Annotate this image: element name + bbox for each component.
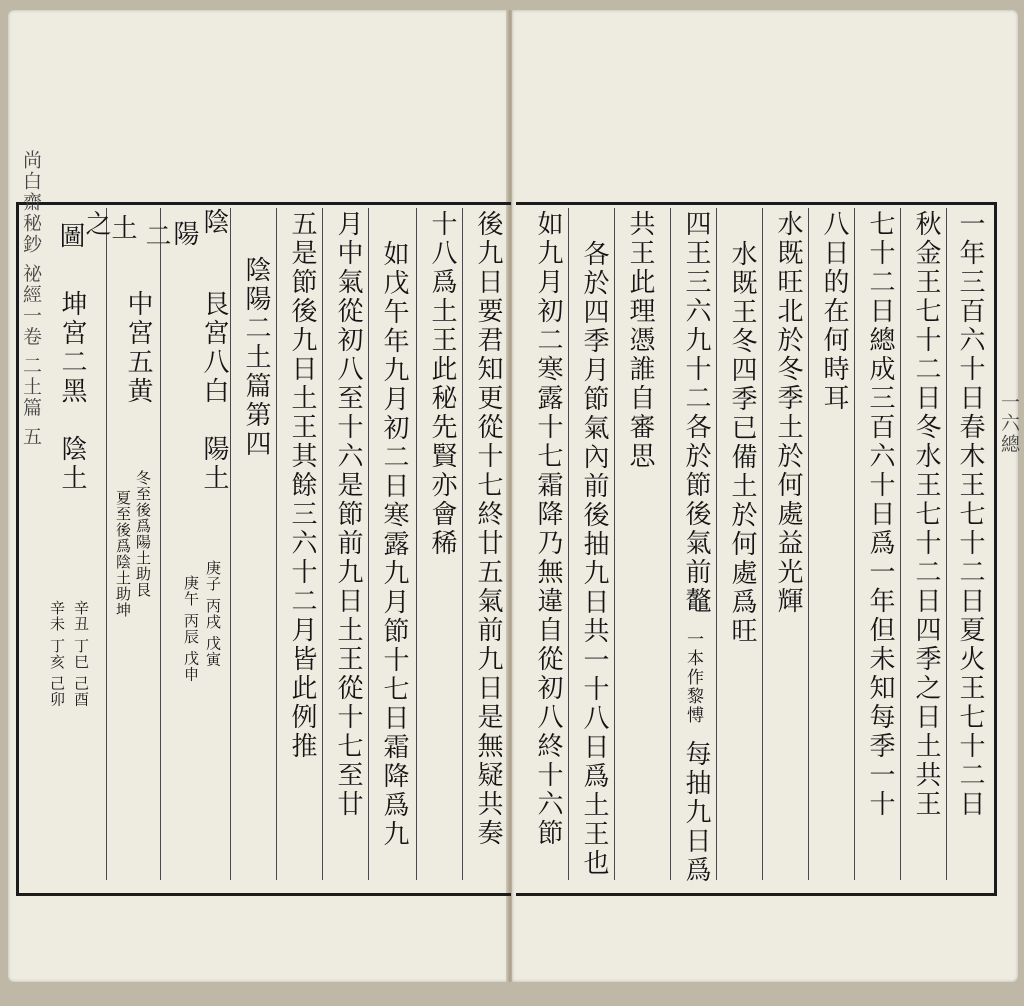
column-rule (568, 208, 569, 880)
right-column-7-note: 一本作黎愽 (683, 630, 703, 725)
column-rule (416, 208, 417, 880)
column-rule (854, 208, 855, 880)
right-column-2: 秋金王七十二日冬水王七十二日四季之日土共王 (911, 210, 941, 819)
left-char-yin: 陰 (199, 208, 229, 237)
left-margin-title: 尚白齋秘鈔 祕經一卷 二土篇 五 (20, 150, 42, 448)
right-column-7: 四王三六九十二各於節後氣前鼇 (681, 210, 711, 616)
column-rule (716, 208, 717, 880)
right-column-4: 八日的在何時耳 (819, 210, 849, 413)
column-rule (762, 208, 763, 880)
left-stems-4: 辛未 丁亥 己卯 (48, 600, 66, 708)
left-column-5: 五是節後九日土王其餘三六十二月皆此例推 (287, 210, 317, 761)
column-rule (670, 208, 671, 880)
left-note-winter: 冬至後爲陽土助艮 (134, 470, 152, 598)
left-column-kun: 坤宮二黑 陰土 (57, 290, 87, 493)
left-char-tu: 土 (107, 214, 137, 243)
column-rule (808, 208, 809, 880)
right-column-5: 水既旺北於冬季土於何處益光輝 (773, 210, 803, 616)
right-column-10: 如九月初二寒露十七霜降乃無違自從初八終十六節 (533, 210, 563, 848)
column-rule (160, 208, 161, 880)
left-column-4: 月中氣從初八至十六是節前九日土王從十七至廿 (333, 210, 363, 819)
column-rule (614, 208, 615, 880)
right-column-3: 七十二日總成三百六十日爲一年但未知每季一十 (865, 210, 895, 819)
left-column-center: 中宮五黄 (123, 290, 153, 406)
left-column-1: 後九日要君知更從十七終廿五氣前九日是無疑共奏 (473, 210, 503, 848)
left-char-yang: 陽 (169, 220, 199, 249)
left-column-gen: 艮宮八白 陽土 (199, 290, 229, 493)
column-rule (322, 208, 323, 880)
left-column-3: 如戊午年九月初二日寒露九月節十七日霜降爲九 (379, 240, 409, 849)
right-column-8: 共王此理憑誰自審思 (625, 210, 655, 471)
column-rule (900, 208, 901, 880)
left-note-summer: 夏至後爲陰土助坤 (114, 490, 132, 618)
left-char-zhi: 之 (81, 210, 111, 239)
right-column-9: 各於四季月節氣內前後抽九日共一十八日爲土王也 (579, 240, 609, 878)
right-margin-title: 一六總 (998, 392, 1020, 455)
column-rule (462, 208, 463, 880)
column-rule (276, 208, 277, 880)
right-column-7-end: 每抽九日爲 (681, 740, 711, 885)
left-stems-1: 庚子 丙戌 戊寅 (204, 560, 222, 668)
left-column-6: 陰陽二土篇第四 (241, 256, 271, 459)
left-char-tu-diagram: 圖 (55, 222, 85, 251)
column-rule (946, 208, 947, 880)
right-column-1: 一年三百六十日春木王七十二日夏火王七十二日 (955, 210, 985, 819)
left-column-2: 十八爲土王此秘先賢亦會稀 (427, 210, 457, 558)
left-stems-3: 辛丑 丁巳 己酉 (72, 600, 90, 708)
column-rule (106, 208, 107, 880)
left-stems-2: 庚午 丙辰 戊申 (182, 575, 200, 683)
right-column-6: 水既王冬四季已備土於何處爲旺 (727, 240, 757, 646)
left-char-er: 二 (141, 222, 171, 251)
column-rule (368, 208, 369, 880)
